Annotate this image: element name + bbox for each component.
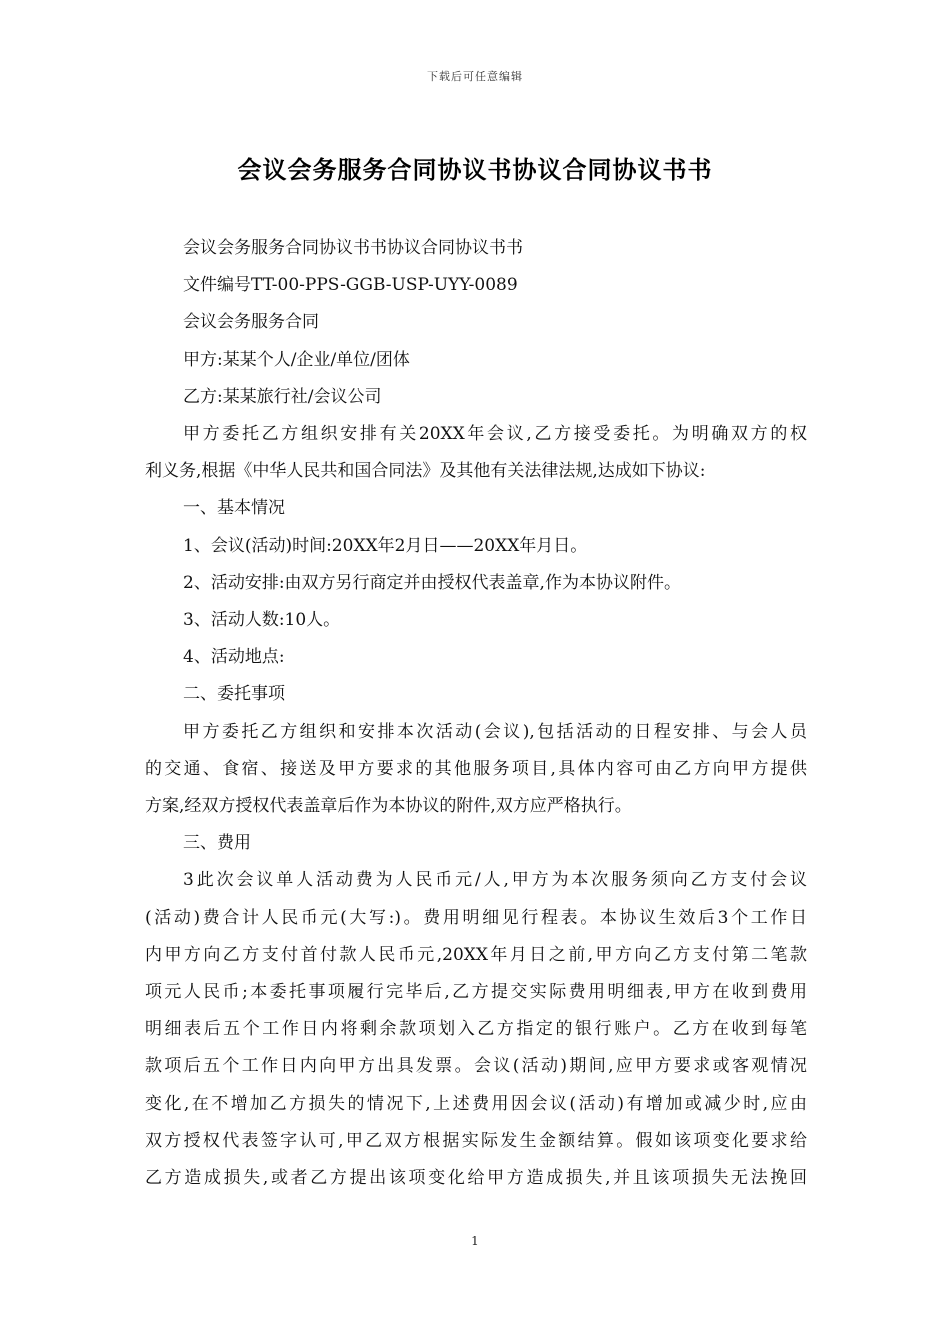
- body-line: 3此次会议单人活动费为人民币元/人,甲方为本次服务须向乙方支付会议: [183, 870, 807, 891]
- body-line: 款项后五个工作日内向甲方出具发票。会议(活动)期间,应甲方要求或客观情况: [145, 1056, 807, 1077]
- body-line: 双方授权代表签字认可,甲乙双方根据实际发生金额结算。假如该项变化要求给: [145, 1130, 807, 1151]
- document-title: 会议会务服务合同协议书协议合同协议书书: [237, 155, 713, 184]
- page-number: 1: [471, 1234, 479, 1248]
- body-line: 乙方造成损失,或者乙方提出该项变化给甲方造成损失,并且该项损失无法挽回: [145, 1168, 807, 1189]
- body-line: 的交通、食宿、接送及甲方要求的其他服务项目,具体内容可由乙方向甲方提供: [145, 758, 807, 779]
- body-line: 方案,经双方授权代表盖章后作为本协议的附件,双方应严格执行。: [145, 796, 632, 817]
- body-line: 1、会议(活动)时间:20XX年2月日——20XX年月日。: [183, 535, 588, 556]
- body-line: 内甲方向乙方支付首付款人民币元,20XX年月日之前,甲方向乙方支付第二笔款: [145, 944, 807, 965]
- body-line: 乙方:某某旅行社/会议公司: [183, 386, 382, 407]
- body-line: 三、费用: [183, 833, 251, 854]
- header-note: 下载后可任意编辑: [427, 70, 523, 83]
- body-line: 甲方:某某个人/企业/单位/团体: [183, 349, 410, 370]
- body-line: 利义务,根据《中华人民共和国合同法》及其他有关法律法规,达成如下协议:: [145, 461, 706, 482]
- body-line: (活动)费合计人民币元(大写:)。费用明细见行程表。本协议生效后3个工作日: [145, 907, 807, 928]
- body-line: 文件编号TT-00-PPS-GGB-USP-UYY-0089: [183, 275, 518, 296]
- body-line: 3、活动人数:10人。: [183, 610, 341, 631]
- body-line: 一、基本情况: [183, 498, 285, 519]
- body-line: 4、活动地点:: [183, 647, 285, 668]
- body-line: 会议会务服务合同: [183, 312, 319, 333]
- body-line: 甲方委托乙方组织安排有关20XX年会议,乙方接受委托。为明确双方的权: [183, 424, 807, 445]
- document-body: [145, 230, 807, 1197]
- body-line: 二、委托事项: [183, 684, 285, 705]
- body-line: 明细表后五个工作日内将剩余款项划入乙方指定的银行账户。乙方在收到每笔: [145, 1019, 807, 1040]
- body-line: 会议会务服务合同协议书书协议合同协议书书: [183, 238, 523, 258]
- body-line: 甲方委托乙方组织和安排本次活动(会议),包括活动的日程安排、与会人员: [183, 721, 807, 742]
- body-line: 项元人民币;本委托事项履行完毕后,乙方提交实际费用明细表,甲方在收到费用: [145, 982, 807, 1003]
- body-line: 2、活动安排:由双方另行商定并由授权代表盖章,作为本协议附件。: [183, 572, 681, 593]
- body-line: 变化,在不增加乙方损失的情况下,上述费用因会议(活动)有增加或减少时,应由: [145, 1093, 807, 1114]
